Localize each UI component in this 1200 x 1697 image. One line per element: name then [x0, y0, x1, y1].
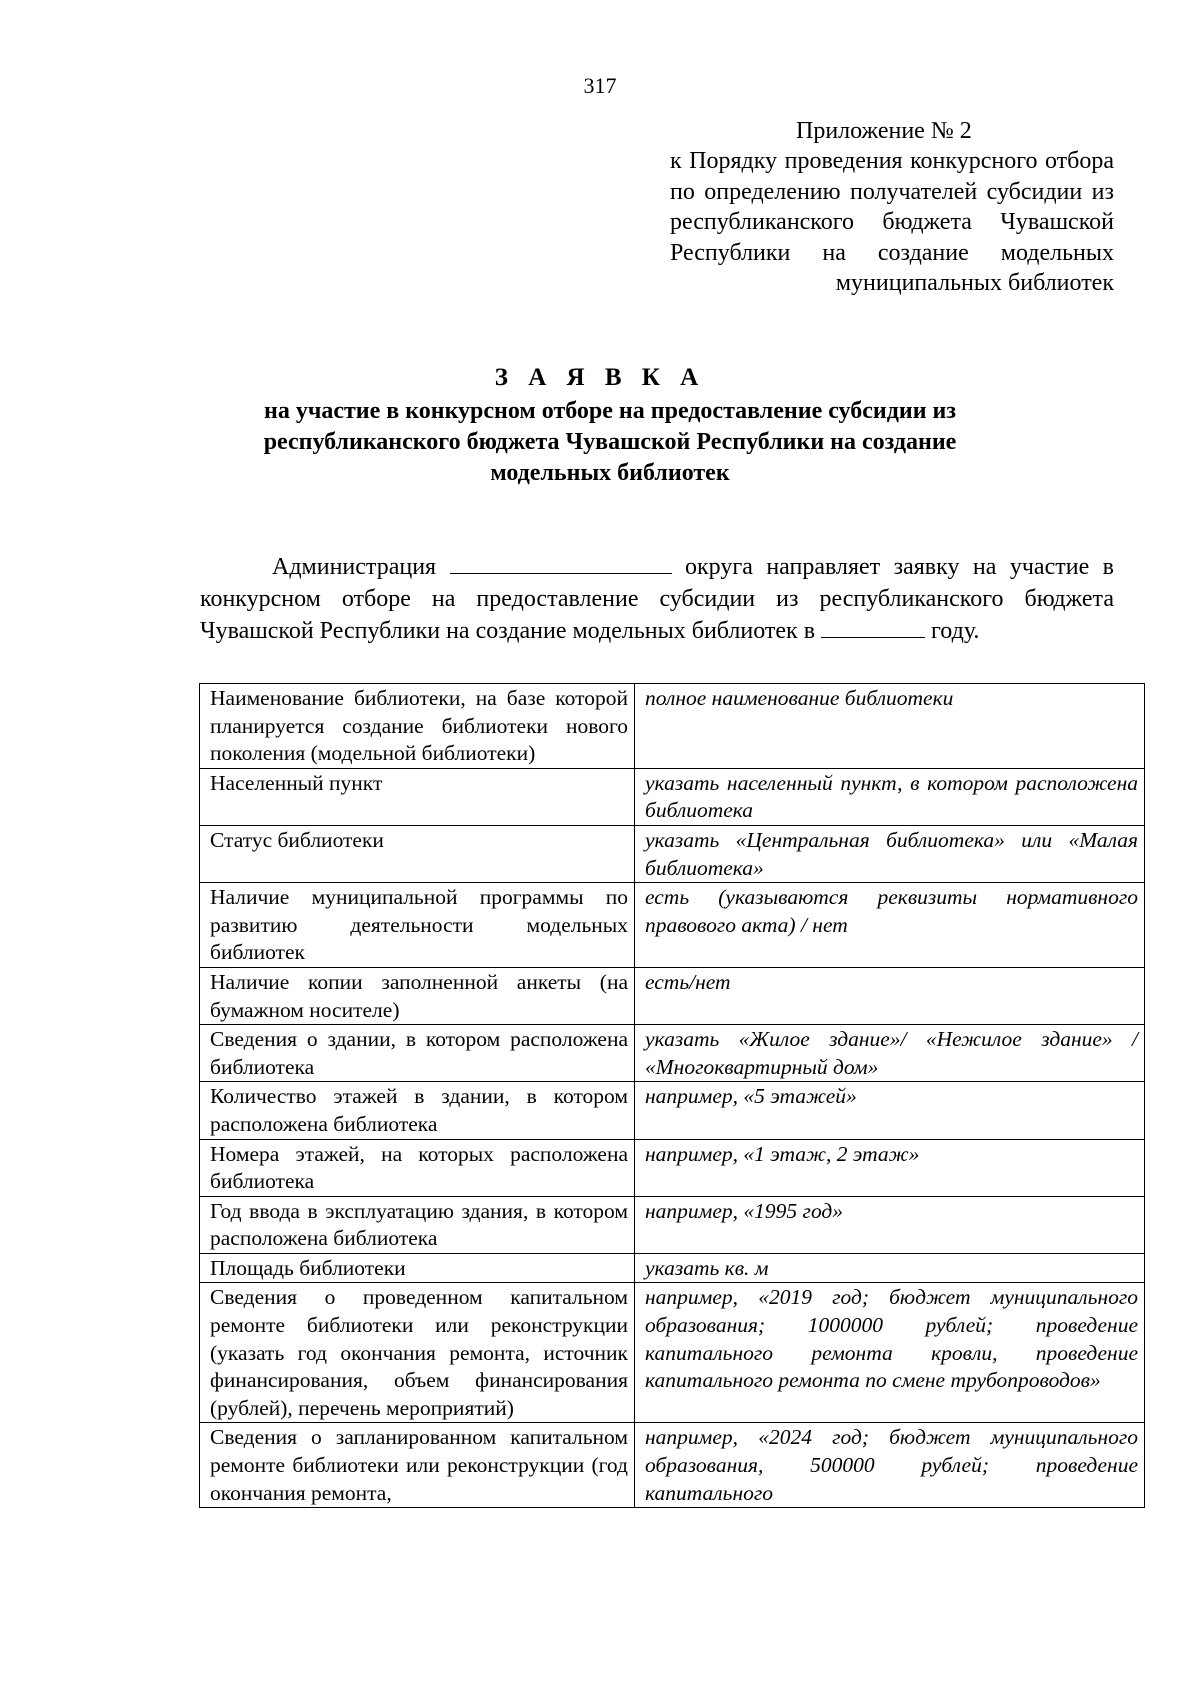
table-row: [200, 1082, 1145, 1139]
row-value: есть/нет: [635, 967, 1145, 1024]
row-value: указать кв. м: [635, 1253, 1145, 1283]
district-blank: [450, 551, 672, 574]
table-row: [200, 825, 1145, 882]
row-value: указать населенный пункт, в котором расположена библиотека: [635, 768, 1145, 825]
table-row: [200, 1253, 1145, 1283]
row-value: например, «1 этаж, 2 этаж»: [635, 1139, 1145, 1196]
year-blank: [821, 615, 925, 638]
row-label: Населенный пункт: [200, 768, 635, 825]
intro-part3: году.: [931, 618, 980, 644]
row-label: Наличие муниципальной программы по развитию деятельности модельных библиотек: [200, 883, 635, 968]
row-value: указать «Центральная библиотека» или «Малая библиотека»: [635, 825, 1145, 882]
row-value: например, «2019 год; бюджет муниципального образования; 1000000 рублей; проведение капитального ремонта кровли, проведение капитального ремонта по смене трубопроводов»: [635, 1283, 1145, 1423]
row-label: Год ввода в эксплуатацию здания, в котором расположена библиотека: [200, 1196, 635, 1253]
row-value: например, «2024 год; бюджет муниципального образования, 500000 рублей; проведение капитального: [635, 1423, 1145, 1508]
row-value: есть (указываются реквизиты нормативного правового акта) / нет: [635, 883, 1145, 968]
row-label: Наименование библиотеки, на базе которой планируется создание библиотеки нового поколения (модельной библиотеки): [200, 684, 635, 769]
table-row: [200, 684, 1145, 769]
row-value: указать «Жилое здание»/ «Нежилое здание» / «Многоквартирный дом»: [635, 1025, 1145, 1082]
appendix-body: к Порядку проведения конкурсного отбора по определению получателей субсидии из республиканского бюджета Чувашской Республики на создание модельных муниципальных библиотек: [670, 148, 1114, 296]
appendix-title: Приложение № 2: [796, 118, 972, 144]
row-label: Наличие копии заполненной анкеты (на бумажном носителе): [200, 967, 635, 1024]
application-table: [199, 683, 1145, 1508]
table-row: [200, 1423, 1145, 1508]
table-row: [200, 1025, 1145, 1082]
intro-paragraph: [200, 551, 1114, 648]
intro-part2: округа направляет заявку на участие в конкурсном отборе на предоставление субсидии из республиканского бюджета Чувашской Республики на создание модельных библиотек в: [200, 554, 1115, 644]
application-title: З А Я В К А: [494, 364, 706, 391]
page-number: 317: [583, 73, 617, 98]
row-label: Площадь библиотеки: [200, 1253, 635, 1283]
application-subtitle: на участие в конкурсном отборе на предоставление субсидии из республиканского бюджета Чувашской Республики на создание модельных библиотек: [263, 398, 957, 486]
row-value: полное наименование библиотеки: [635, 684, 1145, 769]
row-value: например, «1995 год»: [635, 1196, 1145, 1253]
row-value: например, «5 этажей»: [635, 1082, 1145, 1139]
table-row: [200, 1196, 1145, 1253]
intro-part1: Администрация: [272, 554, 437, 580]
row-label: Количество этажей в здании, в котором расположена библиотека: [200, 1082, 635, 1139]
row-label: Сведения о здании, в котором расположена библиотека: [200, 1025, 635, 1082]
row-label: Статус библиотеки: [200, 825, 635, 882]
table-row: [200, 967, 1145, 1024]
row-label: Сведения о запланированном капитальном ремонте библиотеки или реконструкции (год окончания ремонта,: [200, 1423, 635, 1508]
table-row: [200, 883, 1145, 968]
table-row: [200, 1139, 1145, 1196]
row-label: Сведения о проведенном капитальном ремонте библиотеки или реконструкции (указать год окончания ремонта, источник финансирования, объем финансирования (рублей), перечень мероприятий): [200, 1283, 635, 1423]
table-row: [200, 1283, 1145, 1423]
row-label: Номера этажей, на которых расположена библиотека: [200, 1139, 635, 1196]
table-row: [200, 768, 1145, 825]
